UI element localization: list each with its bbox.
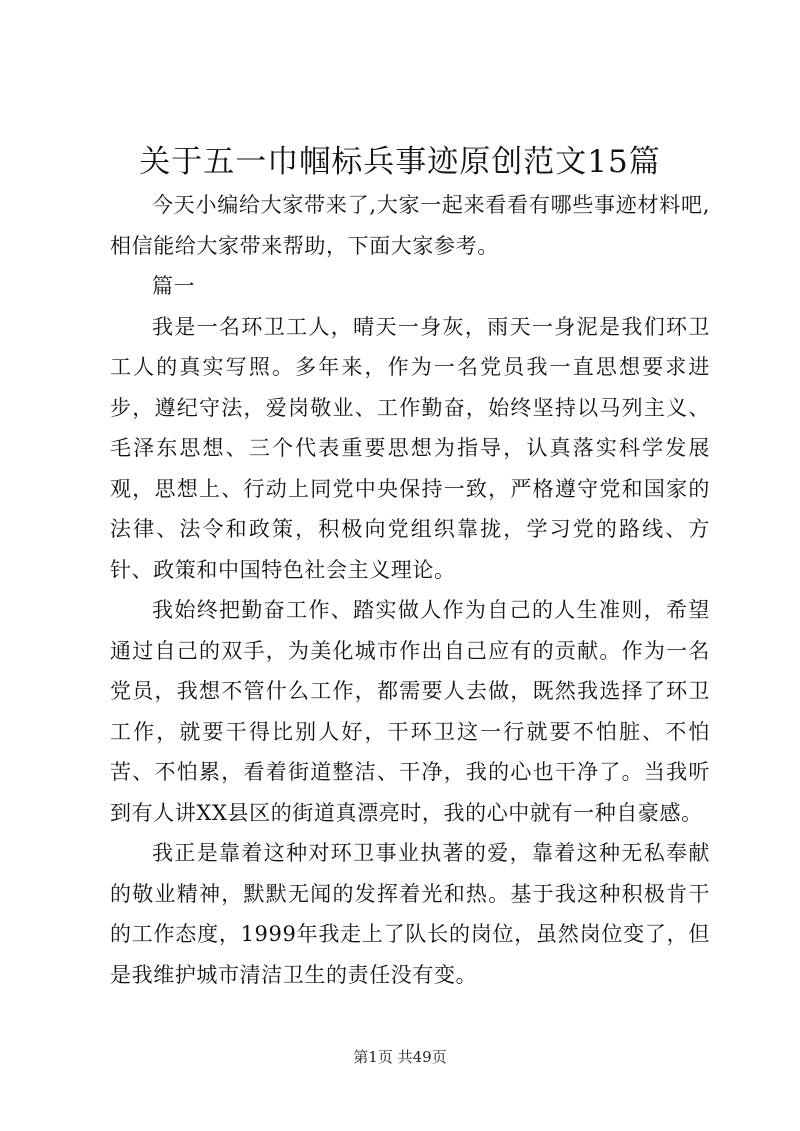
section-heading: 篇一: [152, 274, 196, 298]
paragraph-3: 我正是靠着这种对环卫事业执著的爱，靠着这种无私奉献的敬业精神，默默无闻的发挥着光和热。基于我这种积极肯干的工作态度，1999年我走上了队长的岗位，虽然岗位变了，但是我维护城市清洁卫生的责任没有变。: [110, 841, 710, 987]
paragraph-1: 我是一名环卫工人，晴天一身灰，雨天一身泥是我们环卫工人的真实写照。多年来，作为一名党员我一直思想要求进步，遵纪守法，爱岗敬业、工作勤奋，始终坚持以马列主义、毛泽东思想、三个代表重要思想为指导，认真落实科学发展观，思想上、行动上同党中央保持一致，严格遵守党和国家的法律、法令和政策，积极向党组织靠拢，学习党的路线、方针、政策和中国特色社会主义理论。: [110, 314, 710, 582]
document-body: [110, 185, 710, 995]
document-title: 关于五一巾帼标兵事迹原创范文15篇: [139, 144, 661, 180]
paragraph-2: 我始终把勤奋工作、踏实做人作为自己的人生准则，希望通过自己的双手，为美化城市作出自己应有的贡献。作为一名党员，我想不管什么工作，都需要人去做，既然我选择了环卫工作，就要干得比别人好，干环卫这一行就要不怕脏、不怕苦、不怕累，看着街道整洁、干净，我的心也干净了。当我听到有人讲XX县区的街道真漂亮时，我的心中就有一种自豪感。: [110, 598, 710, 825]
paragraph-intro: 今天小编给大家带来了,大家一起来看看有哪些事迹材料吧,相信能给大家带来帮助，下面大家参考。: [110, 193, 710, 258]
page-number-footer: 第1页 共49页: [353, 1048, 447, 1066]
